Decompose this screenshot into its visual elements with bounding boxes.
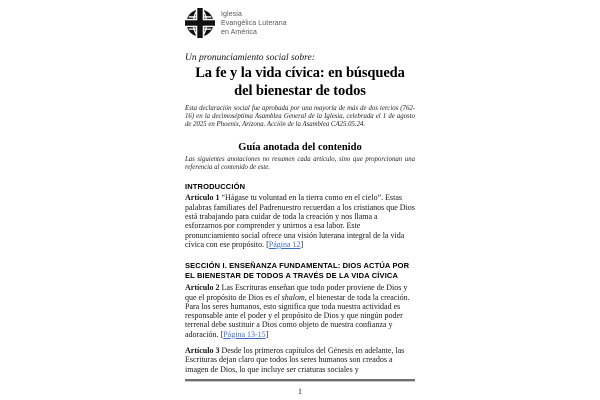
article-2-paragraph (185, 283, 415, 339)
article-1-paragraph (185, 193, 415, 249)
article-1-page-link[interactable]: Página 12 (268, 239, 301, 249)
logo-name-line-3: en América (221, 29, 258, 36)
contents-guide-note: Las siguientes anotaciones no resumen cada artículo, sino que proporcionan una referencia al contenido de este. (185, 156, 415, 172)
logo-name-line-2: Evangélica Luterana (221, 20, 287, 27)
article-1-label: Artículo 1 (185, 193, 220, 203)
close-bracket: ] (265, 329, 269, 339)
section-heading-seccion-1: SECCIÓN I. ENSEÑANZA FUNDAMENTAL: DIOS ACTÚA POR EL BIENESTAR DE TODOS A TRAVÉS DE LA VIDA CÍVICA (185, 261, 410, 280)
church-logo (185, 8, 415, 38)
article-3-label: Artículo 3 (185, 346, 220, 356)
page-number: 1 (298, 386, 302, 396)
logo-wordmark (221, 10, 287, 37)
logo-name-line-1: Iglesia (221, 11, 242, 18)
document-page (185, 0, 415, 396)
contents-guide-heading: Guía anotada del contenido (238, 142, 362, 154)
title-line-2: del bienestar de todos (234, 82, 366, 99)
article-2-body-post: el bienestar de toda la creación. Para los seres humanos, esto significa que toda nuestra actividad es responsable ante el poder y el propósito de Dios y que ningún poder terrenal debe sustituir a Dios como objeto de nuestra confianza y adoración. (185, 292, 410, 339)
article-3-body: Desde los primeros capítulos del Génesis en adelante, las Escrituras dejan claro que todos los seres humanos son creados a imagen de Dios, lo que incluye ser criaturas sociales y (185, 346, 405, 374)
open-bracket: [ (266, 239, 269, 249)
pronouncement-kicker: Un pronunciamiento social sobre: (185, 53, 315, 63)
article-2-body-pre: Las Escrituras enseñan que todo poder proviene de Dios y que el propósito de Dios es (185, 283, 408, 302)
footer-rule (185, 379, 415, 382)
title-line-1: La fe y la vida cívica: en búsqueda (195, 65, 405, 81)
article-2-page-link[interactable]: Página 13-15 (223, 329, 266, 339)
article-2-label: Artículo 2 (185, 283, 220, 293)
article-2-italic-term: el shalom, (273, 292, 307, 302)
globe-cross-icon (185, 8, 215, 38)
approval-note: Esta declaración social fue aprobada por una mayoría de más de dos tercios (762-16) en la decimoséptima Asamblea General de la Iglesia, celebrada el 1 de agosto de 2025 en Phoenix, Arizona. Acción de la Asamblea CA25.05.24. (185, 105, 415, 128)
article-3-paragraph (185, 346, 415, 374)
document-title (185, 65, 415, 100)
open-bracket: [ (220, 329, 224, 339)
article-1-body: “Hágase tu voluntad en la tierra como en el cielo”. Estas palabras familiares del Padrenuestro recuerdan a los cristianos que Dios está trabajando para cuidar de toda la creación y nos llama a esforzarnos por comprender y unirnos a esa labor. Este pronunciamiento social ofrece una visión luterana integral de la vida cívica con ese propósito. (185, 193, 415, 249)
section-heading-introduccion: INTRODUCCIÓN (185, 181, 246, 191)
close-bracket: ] (300, 239, 304, 249)
